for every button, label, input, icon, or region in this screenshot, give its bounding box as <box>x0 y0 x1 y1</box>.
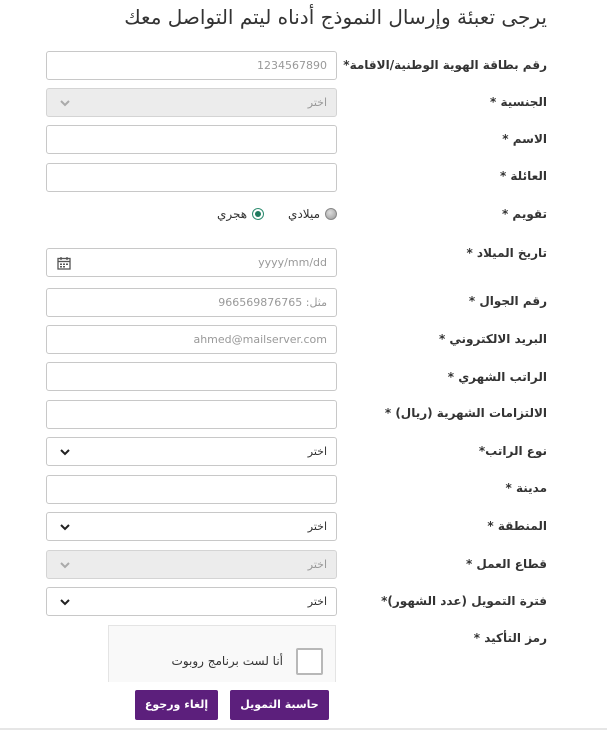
email-label: البريد الالكتروني * <box>438 332 547 346</box>
salary-input[interactable] <box>46 362 337 391</box>
work-sector-label: قطاع العمل * <box>465 557 547 571</box>
email-input[interactable] <box>46 325 337 354</box>
region-selected-value: اختر <box>307 520 327 533</box>
page-title: يرجى تعبئة وإرسال النموذج أدناه ليتم التواصل معك <box>124 5 547 29</box>
nationality-selected-value: اختر <box>307 96 327 109</box>
finance-period-selected-value: اختر <box>307 595 327 608</box>
nationality-select[interactable] <box>46 88 337 117</box>
calendar-option-gregorian[interactable] <box>288 207 337 221</box>
first-name-input[interactable] <box>46 125 337 154</box>
city-input[interactable] <box>46 475 337 504</box>
birth-date-input[interactable] <box>46 248 337 277</box>
salary-type-selected-value: اختر <box>307 445 327 458</box>
recaptcha-text: أنا لست برنامج روبوت <box>171 654 283 668</box>
calendar-option-gregorian-label: ميلادي <box>288 207 320 221</box>
family-name-label: العائلة * <box>499 169 547 183</box>
salary-label: الراتب الشهري * <box>447 370 547 384</box>
birth-date-placeholder: yyyy/mm/dd <box>258 256 327 269</box>
obligations-label: الالتزامات الشهرية (ريال) * <box>384 406 547 420</box>
email-placeholder: ahmed@mailserver.com <box>193 333 327 346</box>
city-label: مدينة * <box>505 481 547 495</box>
family-name-input[interactable] <box>46 163 337 192</box>
national-id-label: رقم بطاقة الهوية الوطنية/الاقامة* <box>343 58 547 72</box>
work-sector-select[interactable] <box>46 550 337 579</box>
salary-type-label: نوع الراتب* <box>478 444 547 458</box>
mobile-placeholder: مثل: 966569876765 <box>218 296 327 309</box>
finance-period-label: فترة التمويل (عدد الشهور)* <box>381 594 547 608</box>
mobile-label: رقم الجوال * <box>468 294 547 308</box>
obligations-input[interactable] <box>46 400 337 429</box>
finance-period-select[interactable] <box>46 587 337 616</box>
calendar-icon[interactable] <box>57 256 71 270</box>
chevron-down-icon <box>59 521 71 533</box>
chevron-down-icon <box>59 446 71 458</box>
recaptcha-checkbox[interactable] <box>296 648 323 675</box>
finance-calculator-button[interactable]: حاسبة التمويل <box>230 690 329 720</box>
chevron-down-icon <box>59 596 71 608</box>
captcha-label: رمز التأكيد * <box>473 631 547 645</box>
recaptcha-widget <box>108 625 336 682</box>
calendar-label: تقويم * <box>501 207 547 221</box>
first-name-label: الاسم * <box>502 132 547 146</box>
nationality-label: الجنسية * <box>489 95 547 109</box>
region-label: المنطقة * <box>487 519 547 533</box>
radio-checked-icon <box>252 208 264 220</box>
national-id-input[interactable] <box>46 51 337 80</box>
national-id-placeholder: 1234567890 <box>257 59 327 72</box>
birth-date-label: تاريخ الميلاد * <box>466 246 547 260</box>
chevron-down-icon <box>59 559 71 571</box>
salary-type-select[interactable] <box>46 437 337 466</box>
region-select[interactable] <box>46 512 337 541</box>
calendar-option-hijri[interactable] <box>217 207 264 221</box>
work-sector-selected-value: اختر <box>307 558 327 571</box>
calendar-radio-group <box>217 207 337 221</box>
cancel-back-button[interactable]: إلغاء ورجوع <box>135 690 218 720</box>
mobile-input[interactable] <box>46 288 337 317</box>
radio-unchecked-icon <box>325 208 337 220</box>
chevron-down-icon <box>59 97 71 109</box>
calendar-option-hijri-label: هجري <box>216 207 248 221</box>
